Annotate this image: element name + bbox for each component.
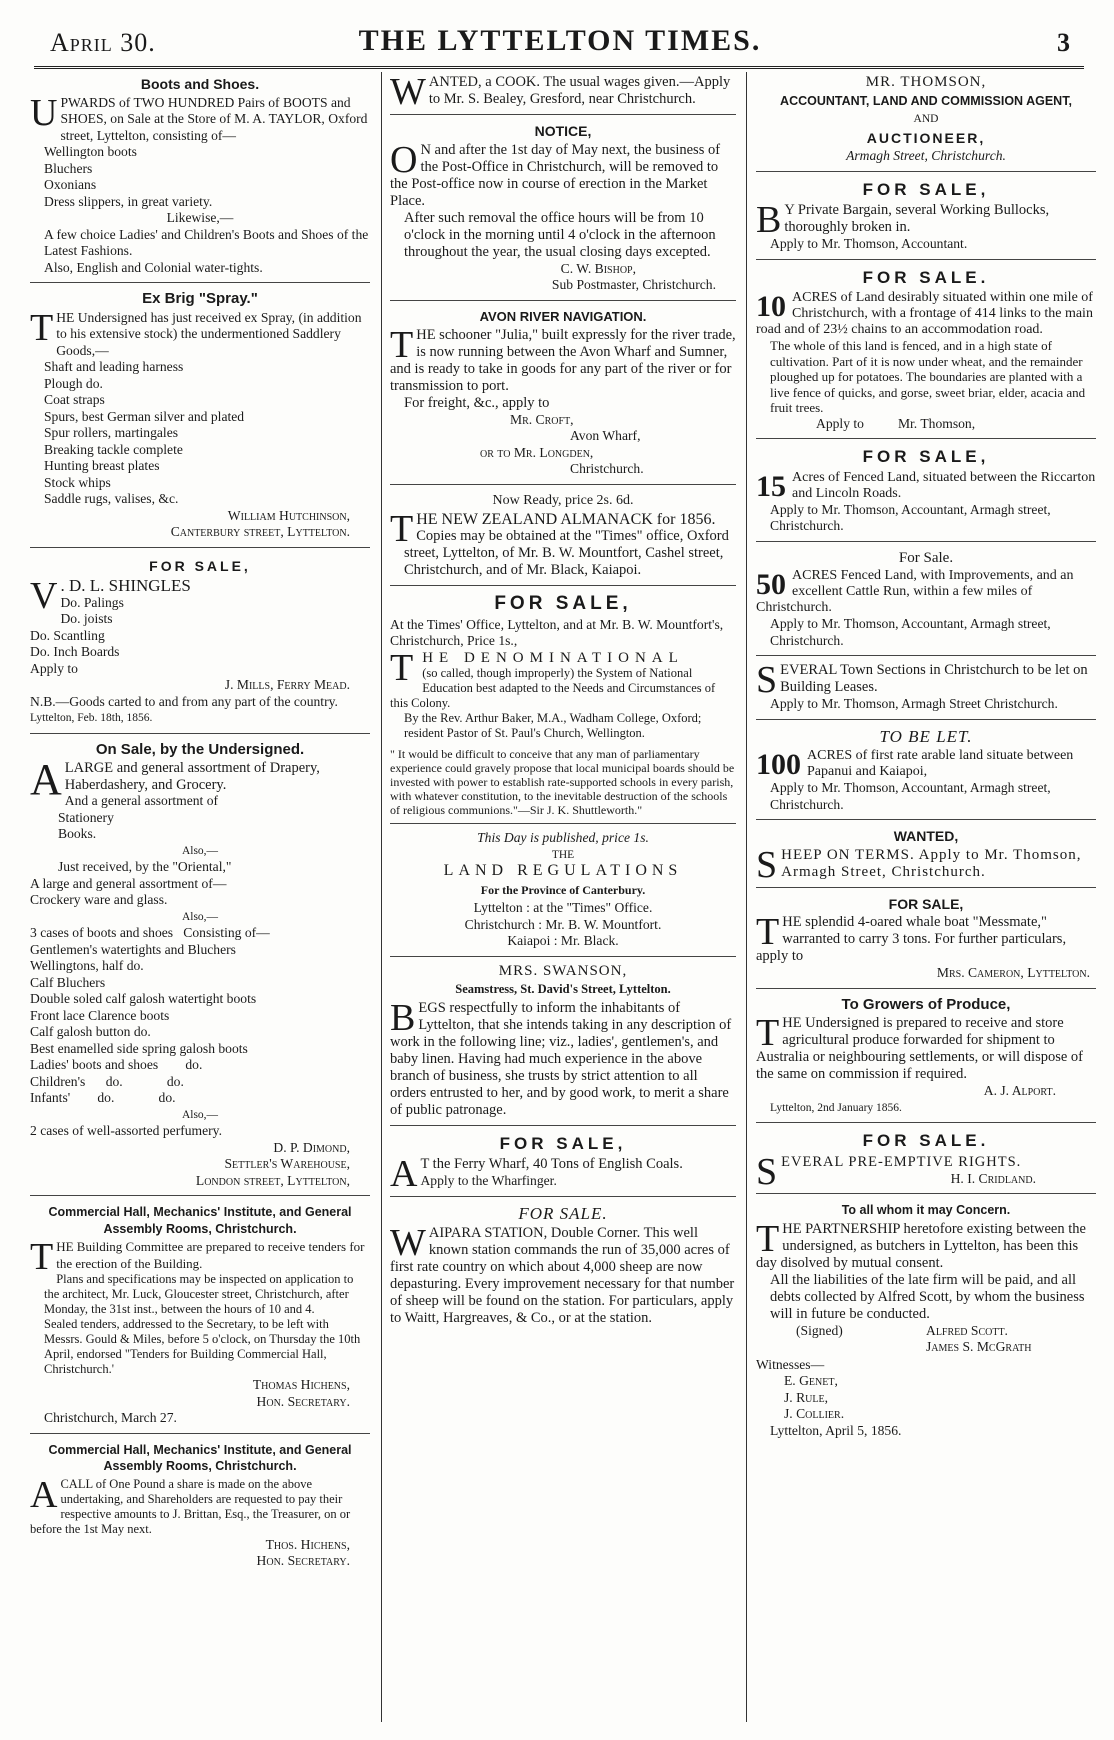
item: Children's do. do. (30, 1073, 184, 1089)
page-number: 3 (1057, 28, 1070, 57)
ad-text: For the Province of Canterbury. (480, 882, 646, 897)
ad-text: Christchurch : Mr. B. W. Mountfort. (464, 916, 662, 932)
drop-cap: A (30, 755, 62, 804)
ad-text: Sealed tenders, addressed to the Secretary, to be left with Messrs. Gould & Miles, before 5 o'clock, on Thursday the 10th April, endorsed "Tenders for Building Commercial Hall, Christchurch.' (44, 1317, 361, 1376)
signature: James S. McGrath (926, 1338, 1032, 1354)
column-2 (390, 72, 736, 1337)
ad-heading: Commercial Hall, Mechanics' Institute, and General Assembly Rooms, Christchurch. (48, 1442, 352, 1473)
quotation: " It would be difficult to conceive that any man of parliamentary experience could gravely propose that local municipal boards should be invested with power to establish rate-supported schools in every parish, with whatever constitution, to the inevitable destruction of the schools of religious communions."—Sir J. K. Shuttleworth." (390, 747, 735, 817)
signature: J. Mills, Ferry Mead. (224, 677, 350, 692)
ad-hall-tenders (30, 1200, 370, 1434)
signature-title: Sub Postmaster, Christchurch. (551, 277, 716, 292)
drop-cap: T (30, 306, 54, 349)
ad-text: Lyttelton : at the "Times" Office. (473, 900, 653, 915)
ad-heading: FOR SALE, (149, 557, 251, 574)
ad-text: HE splendid 4-oared whale boat "Messmate," warranted to carry 3 tons. For further particulars, apply to (756, 914, 1067, 964)
contact: or to Mr. Longden, (480, 444, 594, 460)
item: Calf Bluchers (30, 974, 106, 990)
ad-date: Christchurch, March 27. (44, 1410, 177, 1425)
item: Spur rollers, martingales (44, 425, 179, 440)
ad-text: THE (551, 848, 575, 861)
item: Ladies' boots and shoes do. (30, 1057, 203, 1072)
ad-waipara (390, 1201, 736, 1334)
ad-heading: FOR SALE. (862, 1131, 990, 1150)
ad-text: ANTED, a COOK. The usual wages given.—Apply to Mr. S. Bealey, Gresford, near Christchurch. (428, 74, 731, 107)
ad-date: Lyttelton, Feb. 18th, 1856. (30, 712, 153, 724)
item: Breaking tackle complete (44, 441, 183, 457)
ad-post-office-notice (390, 119, 736, 301)
item: Hunting breast plates (44, 458, 160, 473)
ad-text: EVERAL PRE-EMPTIVE RIGHTS. (781, 1153, 1022, 1170)
ad-text: Armagh Street, Christchurch. (846, 148, 1006, 163)
signature: H. I. Cridland. (950, 1170, 1036, 1186)
item: Stock whips (44, 474, 111, 490)
signature: Mrs. Cameron, Lyttelton. (936, 965, 1090, 980)
ad-heading: TO BE LET. (879, 726, 973, 746)
drop-cap: W (390, 1222, 426, 1264)
ad-heading: Commercial Hall, Mechanics' Institute, and General Assembly Rooms, Christchurch. (48, 1205, 352, 1236)
ad-text: Copies may be obtained at the "Times" office, Oxford street, Lyttelton, of Mr. B. W. Mountfort, Cashel street, Christchurch, and of Mr. Black, Kaiapoi. (404, 528, 729, 578)
item: Spurs, best German silver and plated (44, 408, 245, 424)
ad-text: AIPARA STATION, Double Corner. This well known station commands the run of 35,000 acres of first rate country on which about 4,000 sheep are now depasturing. Every improvement necessary for that number of sheep will be found on the station. For particulars, apply to Waitt, Hargreaves, & Co., or at the station. (390, 1225, 735, 1326)
ad-text: Apply to Mr. Thomson, Armagh Street Christchurch. (770, 696, 1058, 711)
drop-cap: S (756, 843, 779, 886)
ad-text: LARGE and general assortment of Drapery, Haberdashery, and Grocery. (64, 760, 320, 793)
ad-text: EGS respectfully to inform the inhabitants of Lyttelton, that she intends taking in any description of work in the following line; viz., ladies', gentlemen's, and baby linen. Having had much experience in the above branch of business, she trusts by strict attention to all orders entrusted to her, and by good work, to merit a share of public patronage. (390, 999, 732, 1118)
ad-text: HE schooner "Julia," built expressly for the river trade, is now running between the Avon Wharf and Sumner, and is ready to take in goods for any part of the river or for transmission to port. (390, 327, 736, 394)
signature: William Hutchinson, (227, 507, 350, 523)
ad-text: HEEP ON TERMS. Apply to Mr. Thomson, Armagh Street, Christchurch. (781, 846, 1082, 880)
ad-text: ACCOUNTANT, LAND AND COMMISSION AGENT, (780, 93, 1072, 108)
ad-text: N.B.—Goods carted to and from any part of the country. (30, 693, 338, 709)
item: Coat straps (44, 392, 105, 407)
drop-cap: O (390, 138, 418, 181)
item: Wellington boots (44, 144, 137, 159)
ad-sheep (756, 824, 1096, 888)
ad-pre-emptive (756, 1127, 1096, 1194)
item: Infants' do. do. (30, 1090, 176, 1105)
item: Do. Palings (60, 594, 124, 610)
ad-text: ACRES of Land desirably situated within one mile of Christchurch, with a frontage of 414 links to the main road and of 23½ chains to an accommodation road. (756, 290, 1093, 337)
ad-heading: FOR SALE, (494, 593, 632, 614)
ad-date: Lyttelton, 2nd January 1856. (770, 1101, 902, 1114)
item: Crockery ware and glass. (30, 892, 168, 907)
ad-text: Witnesses— (756, 1356, 825, 1372)
ad-text: After such removal the office hours will be from 10 o'clock in the morning until 4 o'clock in the afternoon throughout the year, the usual closing days excepted. (404, 209, 716, 260)
ad-thomson (756, 72, 1096, 172)
ad-boots (30, 72, 370, 283)
ad-text: Apply to Mr. Thomson, Accountant, Armagh street, Christchurch. (770, 501, 1051, 533)
drop-cap: T (30, 1236, 54, 1278)
ad-text: Kaiapoi : Mr. Black. (507, 933, 619, 948)
ad-heading: On Sale, by the Undersigned. (95, 740, 305, 758)
drop-cap: A (390, 1153, 418, 1195)
ad-fifteen-acres (756, 443, 1096, 542)
ad-heading: To Growers of Produce, (841, 995, 1011, 1013)
ad-text: HE Undersigned is prepared to receive and store agricultural produce forwarded for shipment to Australia or neighbouring settlements, or will dispose of the same on commission if required. (756, 1015, 1084, 1082)
signature: Alfred Scott. (926, 1322, 1008, 1338)
ad-bullocks (756, 176, 1096, 260)
ad-text: Plans and specifications may be inspected on application to the architect, Mr. Luck, Gloucester street, Christchurch, after Monday, the 31st inst., between the hours of 10 and 4. (44, 1272, 354, 1316)
column-1 (30, 72, 370, 1580)
ad-hall-call (30, 1438, 370, 1576)
drop-cap: A (30, 1473, 58, 1516)
newspaper-title: THE LYTTELTON TIMES. (358, 24, 762, 57)
acreage-number: 100 (756, 748, 801, 781)
signature-address: Canterbury street, Lyttelton. (170, 524, 350, 539)
ad-text: T the Ferry Wharf, 40 Tons of English Coals. (420, 1156, 683, 1172)
contact: Avon Wharf, (570, 428, 641, 443)
ad-text: (Signed) (796, 1322, 843, 1338)
drop-cap: S (756, 1150, 779, 1193)
item: Books. (58, 826, 97, 841)
signature: Thomas Hichens, (252, 1377, 350, 1392)
ad-text: CALL of One Pound a share is made on the above undertaking, and Shareholders are requested to pay their respective amounts to J. Brittan, Esq., the Treasurer, on or before the 1st May next. (30, 1476, 351, 1536)
item: Wellingtons, half do. (30, 958, 144, 973)
ad-swanson (390, 961, 736, 1126)
ad-text: . D. L. SHINGLES (60, 576, 191, 595)
drop-cap: T (756, 911, 780, 953)
contact: Mr. Croft, (510, 411, 574, 427)
acreage-number: 10 (756, 290, 786, 323)
witness: J. Rule, (784, 1389, 828, 1405)
ad-text: HE NEW ZEALAND ALMANACK for 1856. (416, 511, 716, 528)
ad-heading: MRS. SWANSON, (498, 962, 628, 979)
masthead (50, 22, 1070, 62)
acreage-number: 50 (756, 568, 786, 601)
ad-partnership (756, 1198, 1096, 1445)
item: 3 cases of boots and shoes Consisting of— (30, 925, 270, 940)
ad-town-sections (756, 660, 1096, 720)
ad-text: Also,— (181, 1108, 219, 1121)
item: Plough do. (44, 375, 103, 391)
item: Stationery (58, 809, 114, 825)
ad-text: Apply to Mr. Thomson, Accountant, Armagh street, Christchurch. (770, 616, 1051, 648)
ad-cook (390, 72, 736, 115)
witness: J. Collier. (784, 1406, 845, 1421)
ad-heading: NOTICE, (534, 123, 592, 139)
column-divider (746, 72, 747, 1722)
ad-shingles (30, 552, 370, 734)
item: And a general assortment of (64, 793, 219, 808)
signature-address: London street, Lyttelton, (195, 1172, 350, 1188)
drop-cap: T (390, 324, 414, 366)
signature-title: Hon. Secretary. (256, 1553, 350, 1568)
item: Front lace Clarence boots (30, 1007, 170, 1023)
item: Gentlemen's watertights and Bluchers (30, 941, 236, 957)
ad-heading: Ex Brig "Spray." (142, 290, 258, 307)
ad-text: At the Times' Office, Lyttelton, and at Mr. B. W. Mountfort's, Christchurch, Price 1s., (390, 616, 724, 648)
item: Dress slippers, in great variety. (44, 193, 213, 209)
ad-text: ACRES of first rate arable land situate between Papanui and Kaiapoi, (807, 748, 1074, 779)
item: Best enamelled side spring galosh boots (30, 1040, 248, 1056)
ad-text: Acres of Fenced Land, situated between the Riccarton and Lincoln Roads. (792, 469, 1096, 501)
ad-text: Also, English and Colonial water-tights. (44, 259, 263, 275)
ad-text: Seamstress, St. David's Street, Lyttelton. (455, 982, 671, 996)
ad-ten-acres (756, 264, 1096, 440)
ad-text: A few choice Ladies' and Children's Boots and Shoes of the Latest Fashions. (44, 226, 369, 258)
item: Just received, by the "Oriental," (58, 859, 232, 874)
ad-text: PWARDS of TWO HUNDRED Pairs of BOOTS and SHOES, on Sale at the Store of M. A. TAYLOR, Oxford street, Lyttelton, consisting of— (60, 94, 368, 143)
ad-text: EVERAL Town Sections in Christchurch to be let on Building Leases. (780, 662, 1088, 695)
ad-text: By the Rev. Arthur Baker, M.A., Wadham College, Oxford; resident Pastor of St. Paul's Church, Wellington. (404, 711, 702, 740)
ad-text: All the liabilities of the late firm will be paid, and all debts collected by Alfred Scott, by whom the business will in future be conducted. (770, 1271, 1085, 1322)
ad-text: HE DENOMINATIONAL (422, 649, 684, 666)
ad-avon-river (390, 305, 736, 485)
drop-cap: W (390, 71, 426, 113)
ad-heading: Boots and Shoes. (140, 76, 260, 92)
signature-address: Settler's Warehouse, (224, 1156, 350, 1171)
item: Shaft and leading harness (44, 359, 184, 374)
ad-text: (so called, though improperly) the System of National Education best adapted to the Needs and Circumstances of this Colony. (390, 666, 716, 710)
item: Calf galosh button do. (30, 1024, 151, 1039)
item: Do. joists (60, 611, 113, 626)
ad-heading: WANTED, (893, 828, 959, 844)
signature: C. W. Bishop, (560, 260, 636, 276)
drop-cap: B (390, 996, 416, 1039)
ad-text: Also,— (181, 910, 219, 923)
ad-text: ACRES Fenced Land, with Improvements, and an excellent Cattle Run, within a few miles of Christchurch. (756, 568, 1074, 615)
ad-text: HE PARTNERSHIP heretofore existing between the undersigned, as butchers in Lyttelton, has been this day disolved by mutual consent. (756, 1220, 1086, 1271)
ad-land-regulations (390, 828, 736, 957)
ad-heading: AVON RIVER NAVIGATION. (479, 308, 647, 324)
item: Apply to (30, 660, 78, 676)
ad-text: HE Building Committee are prepared to receive tenders for the erection of the Building. (56, 1239, 365, 1271)
drop-cap: T (756, 1217, 780, 1260)
ad-heading: To all whom it may Concern. (841, 1203, 1011, 1217)
item: Saddle rugs, valises, &c. (44, 491, 179, 506)
ad-text: Likewise,— (166, 210, 234, 225)
item: Bluchers (44, 160, 93, 176)
column-divider (381, 72, 382, 1722)
drop-cap: T (390, 646, 420, 689)
signature: D. P. Dimond, (273, 1139, 350, 1155)
ad-text: Apply to Mr. Thomson, Accountant. (770, 236, 968, 251)
ad-heading: LAND REGULATIONS (443, 862, 683, 879)
item: Oxonians (44, 177, 97, 192)
drop-cap: T (756, 1012, 780, 1054)
witness: E. Genet, (784, 1373, 838, 1388)
ad-whale-boat (756, 892, 1096, 989)
ad-text: The whole of this land is fenced, and in a high state of cultivation. Part of it is now under wheat, and the remainder ploughed up for potatoes. The boundaries are planted with a live fence of quicks, and gorse, sweet briar, elder, acacia and fruit trees. (770, 338, 1086, 415)
ad-heading: For Sale. (898, 549, 954, 566)
signature-title: Hon. Secretary. (256, 1393, 350, 1409)
ad-heading: FOR SALE, (862, 179, 990, 199)
issue-date: April 30. (50, 28, 156, 57)
ad-almanack (390, 489, 736, 587)
ad-text: Apply to Mr. Thomson, Accountant, Armagh street, Christchurch. (770, 780, 1051, 812)
ad-onsale (30, 738, 370, 1197)
ad-heading: MR. THOMSON, (865, 74, 987, 90)
drop-cap: T (390, 508, 414, 550)
ad-denominational (390, 590, 736, 824)
ad-heading: FOR SALE, (862, 447, 990, 466)
ad-spray (30, 287, 370, 548)
ad-coals (390, 1130, 736, 1197)
ad-text: For freight, &c., apply to (404, 395, 550, 411)
ad-text: Also,— (181, 844, 219, 857)
ad-text: HE Undersigned has just received ex Spray, (in addition to his extensive stock) the undermentioned Saddlery Goods,— (56, 309, 362, 358)
ad-fifty-acres (756, 546, 1096, 657)
ad-text: This Day is published, price 1s. (477, 830, 649, 845)
ad-text: AND (913, 113, 939, 125)
ad-heading: FOR SALE. (862, 267, 990, 287)
ad-text: Y Private Bargain, several Working Bullocks, thoroughly broken in. (784, 202, 1050, 235)
signature: A. J. Alport. (983, 1083, 1056, 1098)
ad-heading: Now Ready, price 2s. 6d. (492, 492, 634, 508)
ad-heading: FOR SALE, (499, 1133, 627, 1153)
item: Do. Inch Boards (30, 644, 120, 659)
drop-cap: S (756, 659, 778, 701)
ad-text: N and after the 1st day of May next, the business of the Post-Office in Christchurch, will be removed to the Post-office now in course of erection in the Market Place. (390, 141, 721, 209)
contact: Christchurch. (570, 461, 644, 476)
item: Double soled calf galosh watertight boots (30, 991, 257, 1006)
column-3 (756, 72, 1096, 1449)
drop-cap: U (30, 91, 58, 134)
ad-text: Apply to Mr. Thomson, (816, 415, 976, 431)
item: A large and general assortment of— (30, 875, 227, 891)
item: 2 cases of well-assorted perfumery. (30, 1123, 222, 1138)
ad-heading: FOR SALE, (888, 895, 964, 912)
ad-heading: FOR SALE. (518, 1203, 608, 1223)
drop-cap: V (30, 575, 58, 617)
item: Do. Scantling (30, 627, 105, 643)
masthead-rule (34, 66, 1084, 69)
ad-date: Lyttelton, April 5, 1856. (770, 1422, 902, 1438)
ad-growers (756, 993, 1096, 1124)
acreage-number: 15 (756, 469, 786, 503)
signature: Thos. Hichens, (265, 1536, 350, 1552)
drop-cap: B (756, 199, 782, 241)
ad-text: AUCTIONEER, (866, 129, 986, 146)
ad-text: Apply to the Wharfinger. (420, 1173, 557, 1188)
ad-to-be-let (756, 724, 1096, 821)
